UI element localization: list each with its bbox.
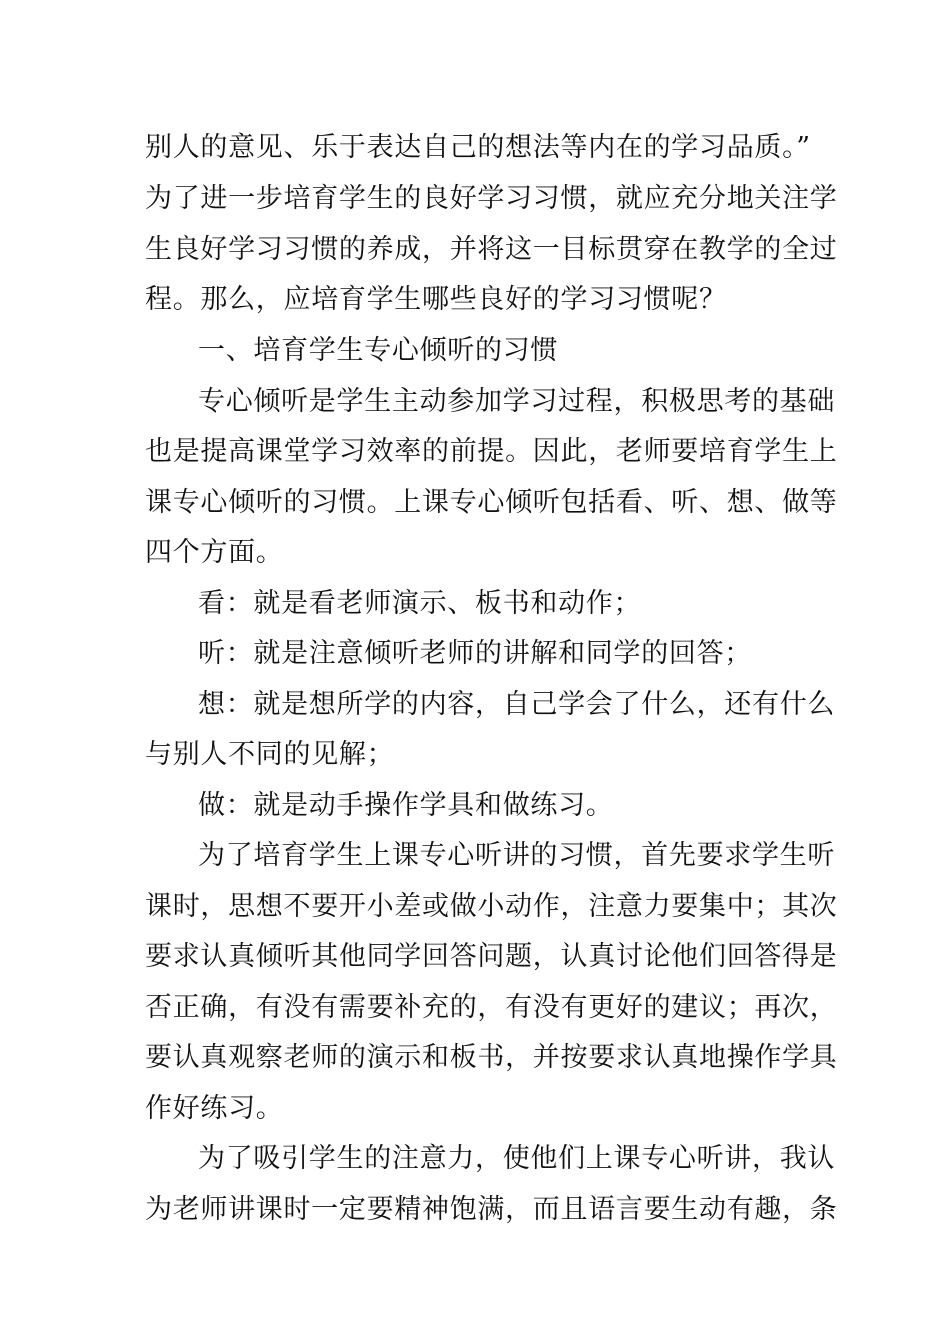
- text-line: 要求认真倾听其他同学回答问题，认真讨论他们回答得是: [145, 941, 838, 972]
- text-line: 程。那么，应培育学生哪些良好的学习习惯呢？: [145, 284, 727, 315]
- text-line: 做：就是动手操作学具和做练习。: [198, 790, 614, 821]
- text-line: 为了进一步培育学生的良好学习习惯，就应充分地关注学: [145, 183, 838, 214]
- text-line: 要认真观察老师的演示和板书，并按要求认真地操作学具: [145, 1042, 838, 1073]
- text-line: 听：就是注意倾听老师的讲解和同学的回答；: [198, 638, 752, 669]
- text-line: 别人的意见、乐于表达自己的想法等内在的学习品质。”: [145, 132, 811, 163]
- text-line: 与别人不同的见解；: [145, 739, 395, 770]
- text-line: 也是提高课堂学习效率的前提。因此，老师要培育学生上: [145, 436, 838, 467]
- text-line: 为了吸引学生的注意力，使他们上课专心听讲，我认: [198, 1143, 836, 1174]
- text-line: 四个方面。: [145, 537, 284, 568]
- text-line: 作好练习。: [145, 1093, 284, 1124]
- text-line: 专心倾听是学生主动参加学习过程，积极思考的基础: [198, 386, 836, 417]
- text-line: 课专心倾听的习惯。上课专心倾听包括看、听、想、做等: [145, 487, 838, 518]
- text-line: 生良好学习习惯的养成，并将这一目标贯穿在教学的全过: [145, 234, 838, 265]
- text-line: 课时，思想不要开小差或做小动作，注意力要集中；其次: [145, 891, 838, 922]
- text-line: 为老师讲课时一定要精神饱满，而且语言要生动有趣，条: [145, 1194, 838, 1225]
- text-line: 为了培育学生上课专心听讲的习惯，首先要求学生听: [198, 840, 836, 871]
- text-line: 看：就是看老师演示、板书和动作；: [198, 588, 642, 619]
- text-line: 想：就是想所学的内容，自己学会了什么，还有什么: [198, 689, 836, 720]
- section-heading: 一、培育学生专心倾听的习惯: [198, 335, 559, 366]
- text-line: 否正确，有没有需要补充的，有没有更好的建议；再次，: [145, 992, 838, 1023]
